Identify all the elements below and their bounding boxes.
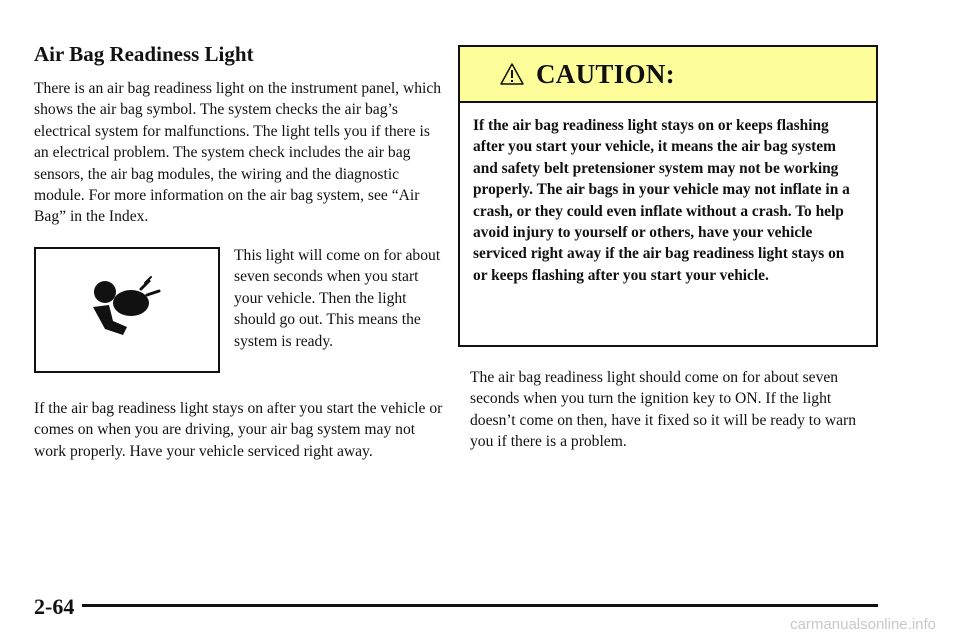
right-paragraph: The air bag readiness light should come on for about seven seconds when you turn the ignition key to ON. If the light doesn’t come on then, have it fixed so it will be ready to warn you if there is a problem.: [470, 369, 856, 451]
page-number: 2-64: [34, 594, 75, 619]
caution-header: [460, 47, 876, 103]
air-bag-readiness-symbol-icon: [85, 273, 169, 347]
left-column: [34, 40, 444, 228]
caution-box: [458, 45, 878, 347]
section-title: Air Bag Readiness Light: [34, 42, 254, 66]
watermark: carmanualsonline.info: [790, 616, 936, 633]
intro-paragraph: There is an air bag readiness light on the instrument panel, which shows the air bag symbol. The system checks the air bag’s electrical system for malfunctions. The light tells you if there is an electrical problem. The system check includes the air bag sensors, the air bag modules, the wiring and the diagnostic module. For more information on the air bag system, see “Air Bag” in the Index.: [34, 80, 442, 226]
caution-title: CAUTION:: [536, 58, 675, 89]
footer-rule: [82, 604, 878, 607]
side-paragraph: This light will come on for about seven seconds when you start your vehicle. Then the light should go out. This means the system is ready.: [234, 247, 441, 350]
caution-body: If the air bag readiness light stays on or keeps flashing after you start your vehicle, it means the air bag system and safety belt pretensioner system may not be working properly. The air bags in your vehicle may not inflate in a crash, or they could even inflate without a crash. To help avoid injury to yourself or others, have your vehicle serviced right away if the air bag readiness light stays on or keeps flashing after you start your vehicle.: [473, 117, 850, 284]
warning-triangle-icon: [500, 63, 524, 85]
bottom-paragraph: If the air bag readiness light stays on after you start the vehicle or comes on when you are driving, your air bag system may not work properly. Have your vehicle serviced right away.: [34, 400, 443, 460]
air-bag-symbol-box: [34, 247, 220, 373]
